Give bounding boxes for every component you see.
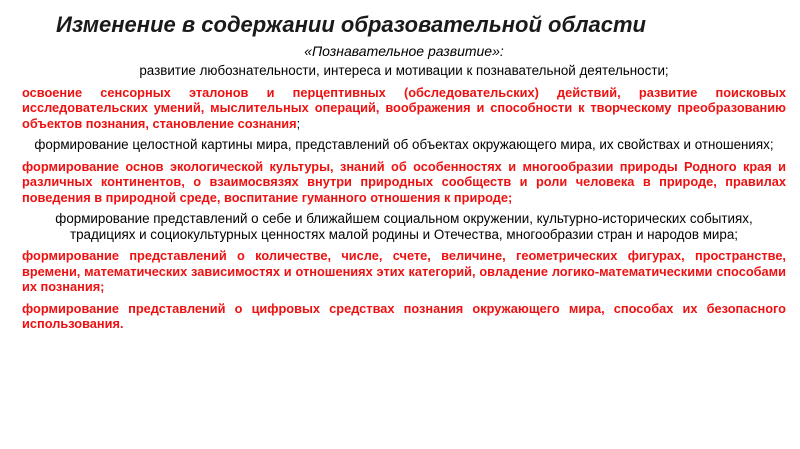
paragraph-math-concepts (22, 248, 786, 295)
paragraph-text: формирование представлений о цифровых средствах познания окружающего мира, способах их безопасного использования. (22, 300, 786, 331)
paragraph-text: формирование основ экологической культуры, знаний об особенностях и многообразии природы Родного края и различных континентов, о взаимосвязях внутри природных сообществ и роли человека в природе, правилах поведения в природной среде, воспитание гуманного отношения к природе; (22, 158, 786, 205)
paragraph-tail: ; (296, 115, 301, 131)
paragraph-sensory-standards (22, 85, 786, 132)
paragraph-text: формирование представлений о себе и ближайшем социальном окружении, культурно-исторических событиях, традициях и социокультурных ценностях малой родины и Отечества, многообразии стран и народов мира; (55, 211, 753, 242)
paragraph-text: формирование представлений о количестве, числе, счете, величине, геометрических фигурах, пространстве, времени, математических зависимостях и отношениях этих категорий, овладение логико-математическими способами их познания; (22, 248, 786, 294)
slide-subtitle: «Познавательное развитие»: (304, 43, 504, 59)
paragraph-curiosity (22, 63, 786, 79)
paragraph-text: формирование целостной картины мира, представлений об объектах окружающего мира, их свойствах и отношениях; (34, 137, 774, 152)
paragraph-social-environment (22, 211, 786, 242)
paragraph-world-picture (22, 137, 786, 153)
paragraph-digital-tools (22, 301, 786, 332)
slide-title: Изменение в содержании образовательной области (56, 12, 646, 37)
paragraph-text: развитие любознательности, интереса и мотивации к познавательной деятельности; (139, 63, 669, 78)
paragraph-text: освоение сенсорных эталонов и перцептивных (обследовательских) действий, развитие поисковых исследовательских умений, мыслительных операций, воображения и способности к творческому преобразованию объектов познания, становление сознания (22, 84, 786, 131)
paragraph-ecological-culture (22, 159, 786, 206)
